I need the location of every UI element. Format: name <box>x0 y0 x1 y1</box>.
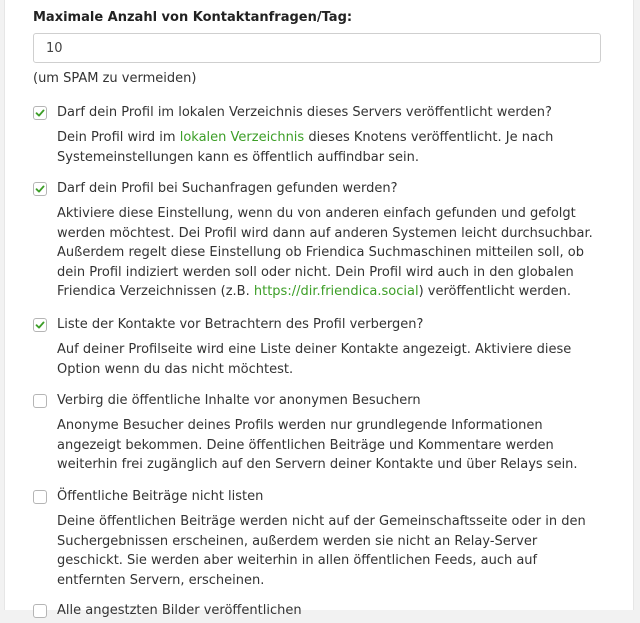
option-label: Liste der Kontakte vor Betrachtern des Profil verbergen? <box>57 317 424 332</box>
option-label: Darf dein Profil im lokalen Verzeichnis dieses Servers veröffentlicht werden? <box>57 105 552 120</box>
publish-attached-images-checkbox[interactable] <box>33 604 47 618</box>
option-label: Öffentliche Beiträge nicht listen <box>57 489 264 504</box>
hide-public-content-checkbox[interactable] <box>33 394 47 408</box>
searchable-profile-checkbox[interactable] <box>33 182 47 196</box>
option-description: Auf deiner Profilseite wird eine Liste deiner Kontakte angezeigt. Aktiviere diese Option wenn du das nicht möchtest. <box>57 342 572 377</box>
checkmark-icon <box>35 320 45 330</box>
option-description: Dein Profil wird im lokalen Verzeichnis dieses Knotens veröffentlicht. Je nach Systemeinstellungen kann es öffentlich auffindbar sein. <box>57 130 554 165</box>
settings-panel <box>4 0 634 618</box>
contact-limit-hint: (um SPAM zu vermeiden) <box>33 71 197 86</box>
publish-local-directory-checkbox[interactable] <box>33 106 47 120</box>
option-hide-contacts <box>33 317 605 377</box>
unlisted-posts-checkbox[interactable] <box>33 490 47 504</box>
option-unlisted-posts <box>33 489 605 589</box>
option-publish-local-directory <box>33 105 605 165</box>
hide-contacts-checkbox[interactable] <box>33 318 47 332</box>
option-description: Anonyme Besucher deines Profils werden nur grundlegende Informationen angezeigt bekommen. Deine öffentlichen Beiträge und Kommentare werden weiterhin frei zugänglich auf den Servern deiner Kontakte und über Relays sein. <box>57 418 578 472</box>
option-description: Deine öffentlichen Beiträge werden nicht auf der Gemeinschaftsseite oder in den Suchergebnissen erscheinen, außerdem werden sie nicht an Relay-Server geschickt. Sie werden aber weiterhin in allen öffentlichen Feeds, auch auf entfernten Servern, erscheinen. <box>57 514 586 588</box>
contact-limit-input[interactable] <box>33 33 601 63</box>
checkmark-icon <box>35 108 45 118</box>
option-description: Aktiviere diese Einstellung, wenn du von anderen einfach gefunden und gefolgt werden möchtest. Dei Profil wird dann auf anderen Systemen leicht durchsuchbar. Außerdem regelt diese Einstellung ob Friendica Suchmaschinen mitteilen soll, ob dein Profil indiziert werden soll oder nicht. Dein Profil wird auch in den globalen Friendica Verzeichnissen (z.B. https://dir.friendica.social) veröffentlicht werden. <box>57 206 593 299</box>
option-label: Darf dein Profil bei Suchanfragen gefunden werden? <box>57 181 398 196</box>
checkmark-icon <box>35 184 45 194</box>
global-directory-link[interactable]: https://dir.friendica.social <box>253 284 419 299</box>
option-searchable-profile <box>33 181 605 301</box>
option-label: Alle angestzten Bilder veröffentlichen <box>57 603 302 618</box>
option-publish-attached-images <box>33 603 605 623</box>
contact-limit-label: Maximale Anzahl von Kontaktanfragen/Tag: <box>33 10 353 25</box>
option-hide-public-content <box>33 393 605 473</box>
option-label: Verbirg die öffentliche Inhalte vor anonymen Besuchern <box>57 393 421 408</box>
local-directory-link[interactable]: lokalen Verzeichnis <box>179 130 305 145</box>
